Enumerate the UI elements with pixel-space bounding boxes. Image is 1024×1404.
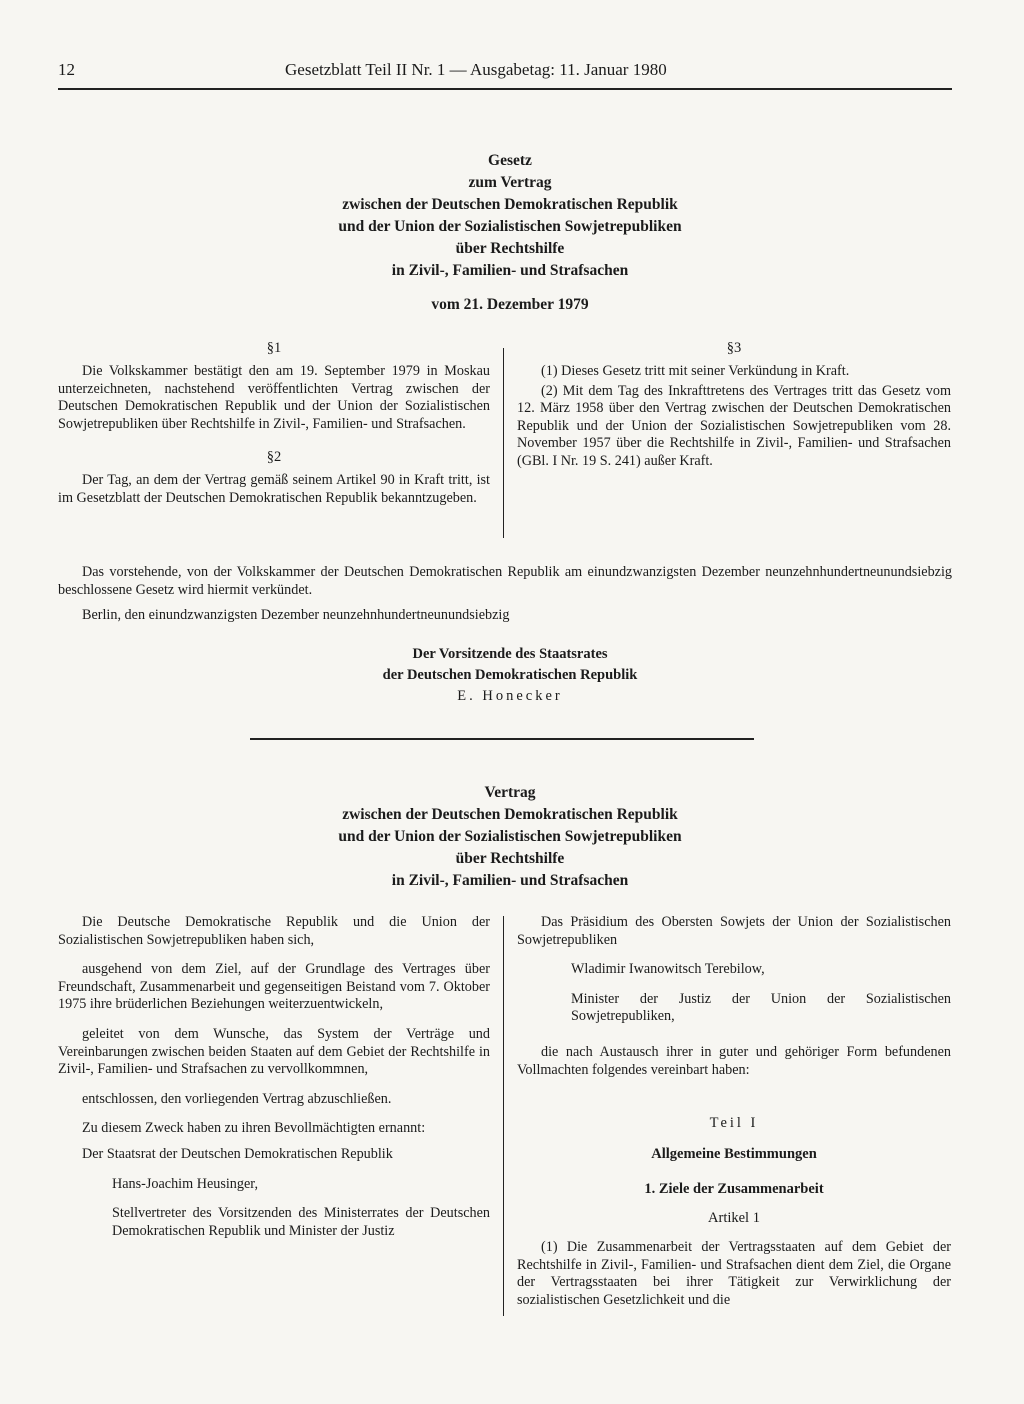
treaty-title-line: Vertrag <box>484 784 536 801</box>
section-3-para-2: (2) Mit dem Tag des Inkrafttretens des Vertrages tritt das Gesetz vom 12. März 1958 über den Vertrag zwischen der Deutschen Demokratischen Republik und der Union der Sozialistischen Sowjetrepubliken vom 28. November 1957 über die Rechtshilfe in Zivil-, Familien- und Strafsachen (GBl. I Nr. 19 S. 241) außer Kraft. <box>517 382 951 469</box>
signatory-title: der Deutschen Demokratischen Republik <box>382 667 638 683</box>
page-number: 12 <box>58 60 75 79</box>
signatory-title: Der Vorsitzende des Staatsrates <box>412 646 608 662</box>
law-left-column <box>58 340 490 508</box>
header-rule <box>58 88 952 90</box>
column-divider <box>503 916 504 1316</box>
law-right-column <box>517 340 951 471</box>
law-title-line: zwischen der Deutschen Demokratischen Republik <box>342 196 678 213</box>
law-title-line: und der Union der Sozialistischen Sowjetrepubliken <box>338 218 682 235</box>
section-1-text: Die Volkskammer bestätigt den am 19. September 1979 in Moskau unterzeichneten, nachstehend veröffentlichten Vertrag zwischen der Deutschen Demokratischen Republik und der Union der Sozialistischen Sowjetrepubliken über Rechtshilfe in Zivil-, Familien- und Strafsachen. <box>58 363 490 432</box>
section-title: 1. Ziele der Zusammenarbeit <box>644 1181 824 1198</box>
signatory-name: E. Honecker <box>457 688 563 704</box>
article-text: (1) Die Zusammenarbeit der Vertragsstaaten auf dem Gebiet der Rechtshilfe in Zivil-, Familien- und Strafsachen dient dem Ziel, die Organe der Vertragsstaaten bei ihrer Tätigkeit zur Verwirklichung der sozialistischen Gesetzlichkeit und die <box>517 1239 951 1308</box>
part-heading: Teil I <box>709 1115 759 1132</box>
section-separator <box>250 738 754 740</box>
section-3-heading: §3 <box>726 340 742 356</box>
law-title-line: zum Vertrag <box>468 174 552 191</box>
plenipotentiary-name: Wladimir Iwanowitsch Terebilow, <box>571 961 765 978</box>
treaty-title-line: über Rechtshilfe <box>455 850 565 867</box>
part-title: Allgemeine Bestimmungen <box>651 1146 817 1163</box>
preamble-para: ausgehend von dem Ziel, auf der Grundlage des Vertrages über Freundschaft, Zusammenarbeit und gegenseitigen Beistand vom 7. Oktober 1975 ihre brüderlichen Beziehungen weiterzuentwickeln, <box>58 961 490 1013</box>
law-date: vom 21. Dezember 1979 <box>431 296 589 313</box>
plenipotentiary-name-text: Hans-Joachim Heusinger, <box>112 1175 258 1192</box>
law-title <box>270 150 750 282</box>
treaty-title-line: zwischen der Deutschen Demokratischen Republik <box>342 806 678 823</box>
column-divider <box>503 348 504 538</box>
treaty-left-column <box>58 914 490 1240</box>
signature-block <box>270 644 750 707</box>
section-3-para-1: (1) Dieses Gesetz tritt mit seiner Verkündung in Kraft. <box>541 363 850 379</box>
running-title: Gesetzblatt Teil II Nr. 1 — Ausgabetag: 11. Januar 1980 <box>285 60 667 79</box>
plenipotentiary-appointer: Das Präsidium des Obersten Sowjets der Union der Sozialistischen Sowjetrepubliken <box>517 914 951 948</box>
law-title-line: Gesetz <box>488 152 532 169</box>
section-1-heading: §1 <box>266 340 282 356</box>
agreement-clause: die nach Austausch ihrer in guter und gehöriger Form befundenen Vollmachten folgendes vereinbart haben: <box>517 1043 951 1078</box>
place-date: Berlin, den einundzwanzigsten Dezember neunzehnhundertneunundsiebzig <box>82 607 510 624</box>
treaty-title <box>270 782 750 892</box>
preamble-para: Zu diesem Zweck haben zu ihren Bevollmächtigten ernannt: <box>82 1120 426 1137</box>
treaty-right-column <box>517 914 951 1310</box>
law-title-line: über Rechtshilfe <box>455 240 565 257</box>
proclamation-block <box>58 564 952 625</box>
plenipotentiary-role: Minister der Justiz der Union der Sozialistischen Sowjetrepubliken, <box>571 990 951 1025</box>
treaty-title-line: und der Union der Sozialistischen Sowjetrepubliken <box>338 828 682 845</box>
proclamation-text: Das vorstehende, von der Volkskammer der Deutschen Demokratischen Republik am einundzwanzigsten Dezember neunzehnhundertneunundsiebzig beschlossene Gesetz wird hiermit verkündet. <box>58 564 952 598</box>
article-heading: Artikel 1 <box>708 1210 760 1227</box>
section-2-text: Der Tag, an dem der Vertrag gemäß seinem Artikel 90 in Kraft tritt, ist im Gesetzblatt der Deutschen Demokratischen Republik bekanntzugeben. <box>58 472 490 506</box>
preamble-para: Die Deutsche Demokratische Republik und die Union der Sozialistischen Sowjetrepubliken haben sich, <box>58 914 490 948</box>
plenipotentiary-name <box>58 1176 490 1194</box>
preamble-para: entschlossen, den vorliegenden Vertrag abzuschließen. <box>82 1090 392 1107</box>
plenipotentiary-appointer: Der Staatsrat der Deutschen Demokratischen Republik <box>82 1145 393 1162</box>
treaty-title-line: in Zivil-, Familien- und Strafsachen <box>391 872 629 889</box>
plenipotentiary-role: Stellvertreter des Vorsitzenden des Ministerrates der Deutschen Demokratischen Republik und Minister der Justiz <box>112 1205 490 1239</box>
section-2-heading: §2 <box>266 449 282 466</box>
preamble-para: geleitet von dem Wunsche, das System der Verträge und Vereinbarungen zwischen beiden Staaten auf dem Gebiet der Rechtshilfe in Zivil-, Familien- und Strafsachen zu vervollkommnen, <box>58 1025 490 1078</box>
law-title-line: in Zivil-, Familien- und Strafsachen <box>391 262 629 279</box>
